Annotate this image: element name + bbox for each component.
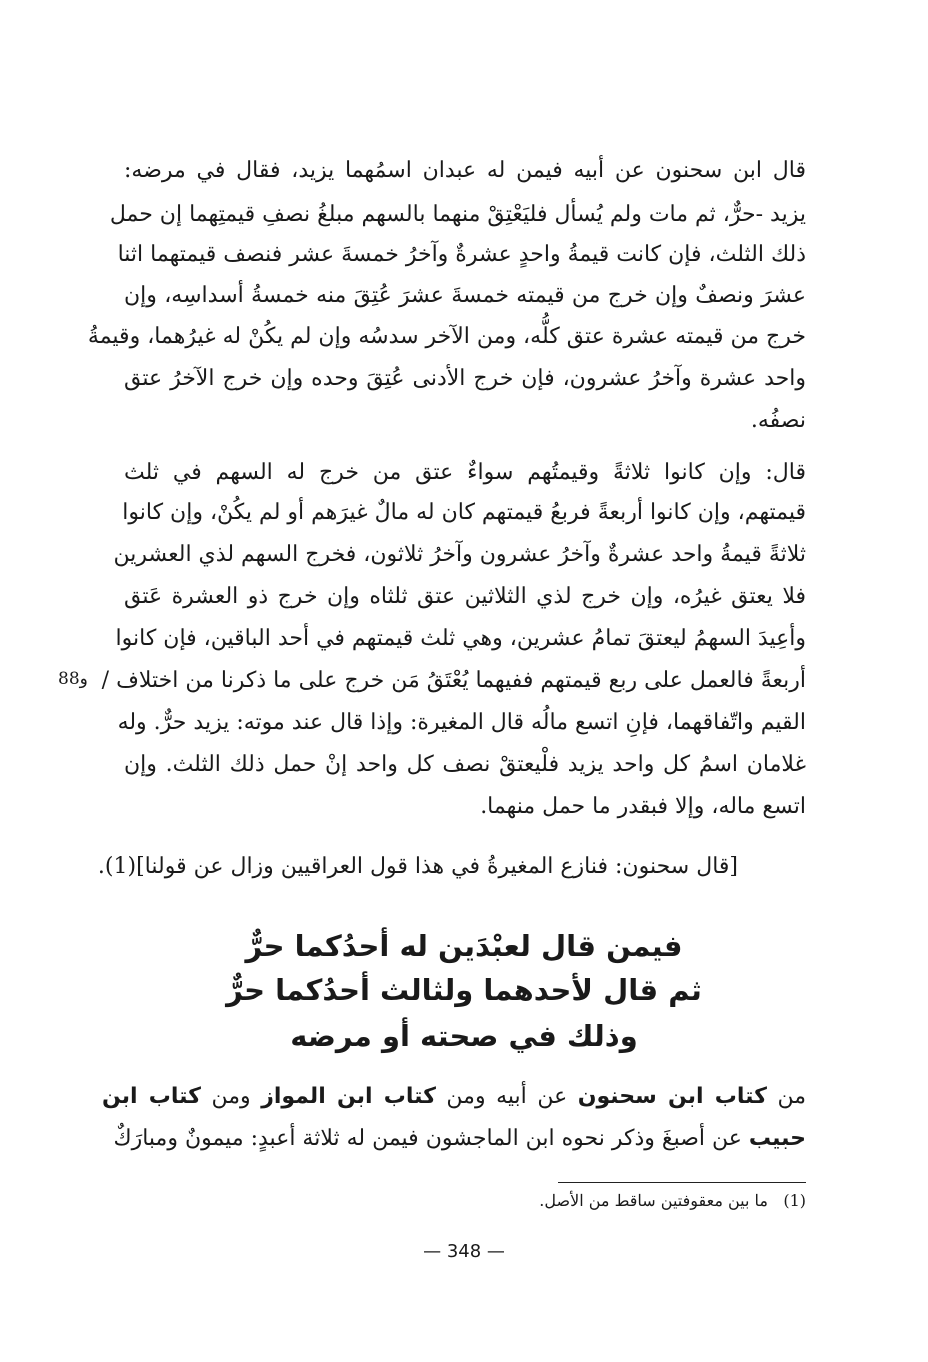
text-line: خرج من قيمته عشرة عتق كلُّه، ومن الآخر سدسُه وإن لم يكُنْ له غيرُهما، وقيمةُ bbox=[87, 324, 806, 349]
footnote-text: ما بين معقوفتين ساقط من الأصل. bbox=[539, 1191, 768, 1210]
text-line: حبيب عن أصبغَ وذكر نحوه ابن الماجشون فيمن له ثلاثة أعبدٍ: ميمونٌ ومبارَكٌ bbox=[113, 1126, 806, 1151]
footnote bbox=[539, 1190, 806, 1212]
text-line: قيمتهم، وإن كانوا أربعةً فربعُ قيمتهم كان له مالٌ غيرَهم أو لم يكُنْ، وإن كانوا bbox=[122, 500, 806, 525]
text-line: ثلاثةً قيمةُ واحد عشرةٌ وآخرُ عشرون وآخرُ ثلاثون، فخرج السهم لذي العشرين bbox=[113, 542, 806, 567]
footnote-divider bbox=[558, 1182, 806, 1183]
heading-line-3: وذلك في صحته أو مرضه bbox=[290, 1019, 638, 1053]
heading-line-1: فيمن قال لعبْدَين له أحدُكما حرٌّ bbox=[245, 929, 683, 963]
text-line: وأعِيدَ السهمُ ليعتقَ تمامُ عشرين، وهي ثلث قيمتهم في أحد الباقين، فإن كانوا bbox=[115, 626, 806, 651]
text-line: قال: وإن كانوا ثلاثةً وقيمتُهم سواءٌ عتق من خرج له السهم في ثلث bbox=[124, 460, 806, 485]
paragraph-3: [قال سحنون: فنازع المغيرةُ في هذا قول العراقيين وزال عن قولنا](1). bbox=[97, 854, 738, 879]
footnote-number: (1) bbox=[783, 1191, 806, 1210]
folio-margin-note: و88 bbox=[58, 669, 88, 689]
text-line: ذلك الثلث، فإن كانت قيمةُ واحدٍ عشرةٌ وآخرُ خمسةَ عشر فنصف قيمتهما اثنا bbox=[117, 242, 806, 267]
text-line: أربعةً فالعمل على ربع قيمتهم ففيهما يُعْتَقُ مَن خرج على ما ذكرنا من اختلاف / bbox=[101, 668, 806, 693]
text-line: يزيد -حرٌّ، ثم مات ولم يُسأل فليَعْتِقْ منهما بالسهم مبلغُ نصفِ قيمتِهما إن حمل bbox=[109, 202, 806, 227]
text-line: نصفُه. bbox=[750, 408, 806, 433]
text-line: من كتاب ابن سحنون عن أبيه ومن كتاب ابن المواز ومن كتاب ابن bbox=[102, 1084, 806, 1109]
text-line: قال ابن سحنون عن أبيه فيمن له عبدان اسمُهما يزيد، فقال في مرضه: bbox=[124, 158, 806, 183]
page-number: — 348 — bbox=[423, 1241, 505, 1262]
text-line: عشرَ ونصفٌ وإن خرج من قيمته خمسةَ عشرَ عُتِقَ منه خمسةُ أسداسِه، وإن bbox=[124, 283, 806, 308]
text-line: القيم واتّفاقهما، فإنِ اتسع مالُه قال المغيرة: وإذا قال عند موته: يزيد حرٌّ. وله bbox=[117, 710, 806, 735]
text-line: فلا يعتق غيرُه، وإن خرج لذي الثلاثين عتق ثلثاه وإن خرج ذو العشرة عَتق bbox=[124, 584, 806, 609]
text-line: اتسع ماله، وإلا فبقدر ما حمل منهما. bbox=[480, 794, 806, 819]
heading-line-2: ثم قال لأحدهما ولثالث أحدُكما حرٌّ bbox=[226, 973, 702, 1007]
text-line: واحد عشرة وآخرُ عشرون، فإن خرج الأدنى عُتِقَ وحده وإن خرج الآخرُ عتق bbox=[124, 366, 806, 391]
text-line: غلامان اسمُ كل واحد يزيد فلْيعتقْ نصف كل واحد إنْ حمل ذلك الثلث. وإن bbox=[124, 752, 806, 777]
